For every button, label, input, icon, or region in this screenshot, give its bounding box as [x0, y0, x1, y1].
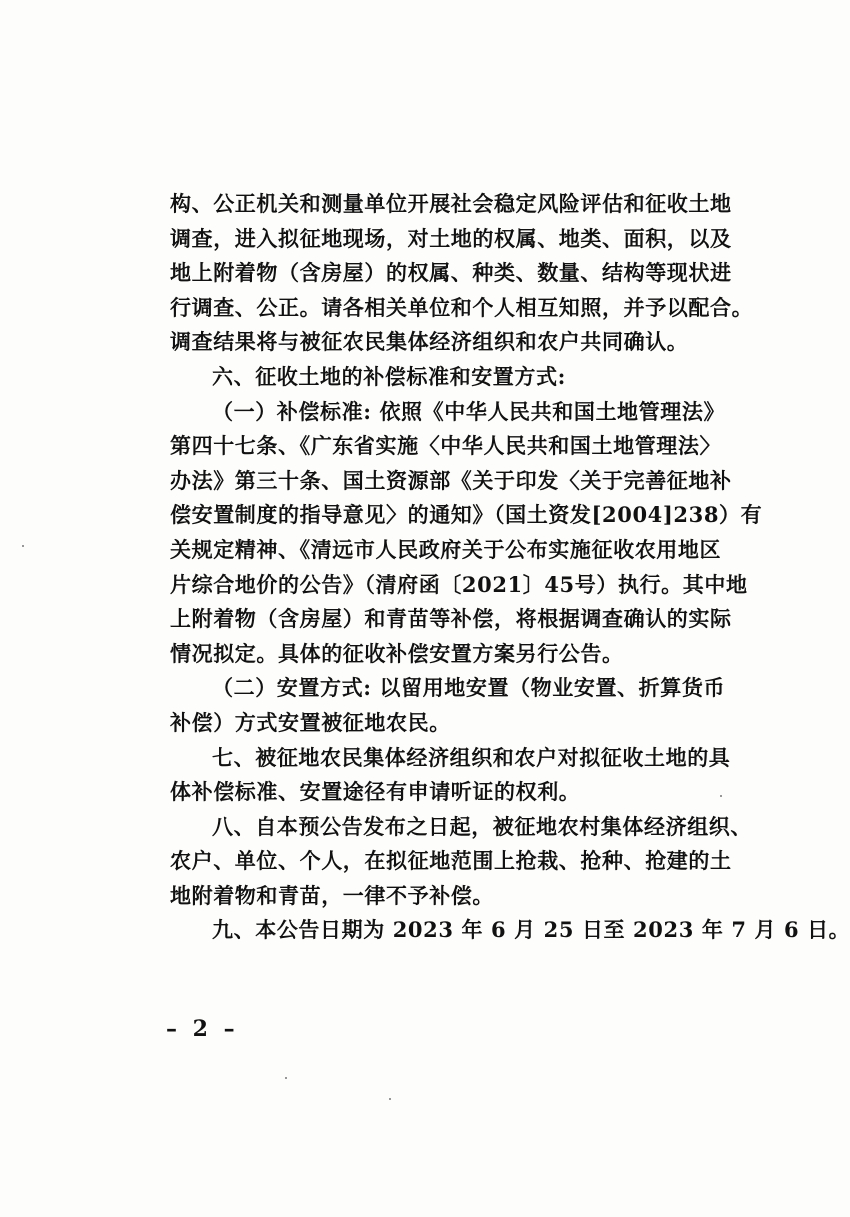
- document-body: [170, 187, 850, 948]
- text-line: 第四十七条、《广东省实施〈中华人民共和国土地管理法〉: [170, 433, 722, 459]
- text-line: （二）安置方式: 以留用地安置（物业安置、折算货币: [212, 675, 726, 701]
- scan-speck: [720, 795, 722, 797]
- text-line: 办法》第三十条、国土资源部《关于印发〈关于完善征地补: [170, 467, 732, 493]
- text-line: 偿安置制度的指导意见〉的通知》（国土资发[2004]238）有: [170, 502, 763, 528]
- text-line: 关规定精神、《清远市人民政府关于公布实施征收农用地区: [170, 536, 722, 562]
- text-line: 七、被征地农民集体经济组织和农户对拟征收土地的具: [212, 744, 731, 770]
- paragraph-resettlement-method: [170, 671, 726, 740]
- scan-speck: [22, 545, 24, 547]
- text-line: 农户、单位、个人，在拟征地范围上抢栽、抢种、抢建的土: [170, 848, 732, 874]
- text-line: 上附着物（含房屋）和青苗等补偿，将根据调查确认的实际: [170, 606, 732, 632]
- paragraph-no-compensation: [170, 810, 752, 914]
- scan-speck: [389, 1098, 391, 1100]
- text-line: 情况拟定。具体的征收补偿安置方案另行公告。: [170, 640, 624, 666]
- text-line: 八、自本预公告发布之日起，被征地农村集体经济组织、: [212, 813, 752, 839]
- paragraph-survey: [170, 187, 754, 360]
- text-line: 补偿）方式安置被征地农民。: [170, 709, 451, 735]
- text-line: 九、本公告日期为 2023 年 6 月 25 日至 2023 年 7 月 6 日。: [212, 917, 850, 943]
- text-line: 构、公正机关和测量单位开展社会稳定风险评估和征收土地: [170, 191, 732, 216]
- text-line: 片综合地价的公告》（清府函〔2021〕45号）执行。其中地: [170, 571, 748, 597]
- text-line: 体补偿标准、安置途径有申请听证的权利。: [170, 779, 581, 805]
- paragraph-notice-period: [170, 913, 850, 948]
- text-line: 地附着物和青苗，一律不予补偿。: [170, 882, 494, 908]
- page-number: – 2 –: [166, 1016, 239, 1042]
- text-line: 六、征收土地的补偿标准和安置方式:: [212, 363, 566, 389]
- text-line: 调查结果将与被征农民集体经济组织和农户共同确认。: [170, 329, 689, 355]
- paragraph-compensation-standard: [170, 395, 763, 672]
- section-heading-six: [170, 360, 710, 395]
- text-line: 地上附着物（含房屋）的权属、种类、数量、结构等现状进: [170, 260, 732, 286]
- scan-speck: [285, 1077, 287, 1079]
- text-line: 行调查、公正。请各相关单位和个人相互知照，并予以配合。: [170, 294, 754, 320]
- text-line: 调查，进入拟征地现场，对土地的权属、地类、面积，以及: [170, 225, 732, 251]
- paragraph-hearing-right: [170, 741, 731, 810]
- text-line: （一）补偿标准: 依照《中华人民共和国土地管理法》: [212, 398, 726, 424]
